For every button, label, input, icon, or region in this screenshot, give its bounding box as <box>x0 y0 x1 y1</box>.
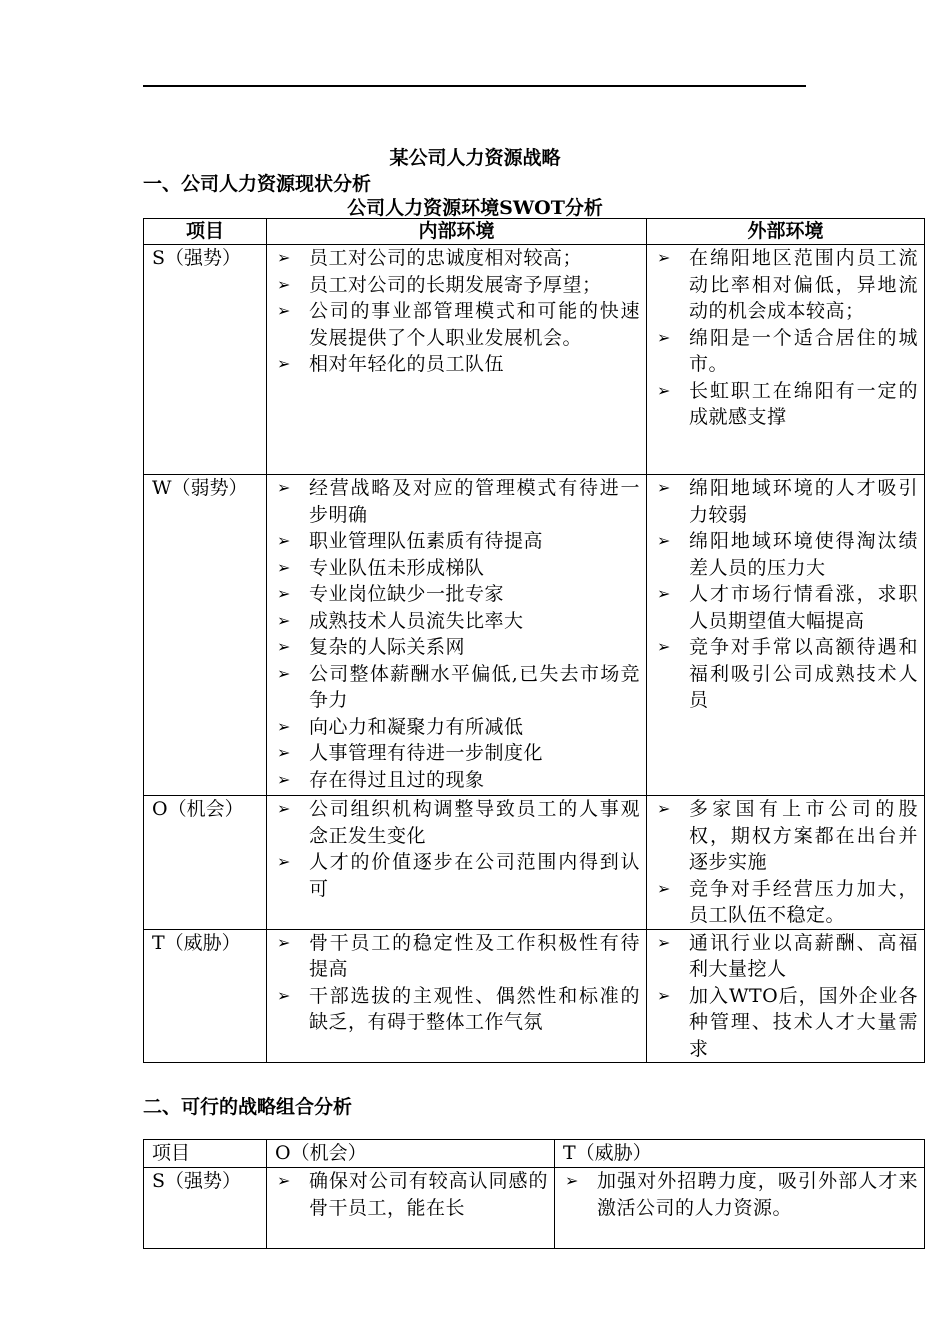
bullet-arrow-icon: ➢ <box>277 531 291 550</box>
list-item-text: 专业队伍未形成梯队 <box>309 556 485 579</box>
list-item-text: 专业岗位缺少一批专家 <box>309 583 505 605</box>
bullet-arrow-icon: ➢ <box>657 478 671 497</box>
bullet-arrow-icon: ➢ <box>657 327 671 347</box>
list-item <box>271 272 640 299</box>
list-item <box>559 1168 918 1220</box>
list-item <box>651 325 918 378</box>
list-item-text: 在绵阳地区范围内员工流动比率相对偏低，异地流动的机会成本较高； <box>689 247 918 322</box>
bullet-arrow-icon: ➢ <box>657 932 671 952</box>
list-item <box>271 983 640 1036</box>
list-item <box>271 245 640 272</box>
list-item <box>651 245 918 325</box>
list-item <box>651 796 918 876</box>
swot-header-item: 项目 <box>144 219 267 245</box>
list-item <box>651 983 918 1063</box>
section-heading-2: 二、可行的战略组合分析 <box>143 1096 353 1118</box>
internal-list <box>271 930 640 1036</box>
list-item <box>651 634 918 714</box>
bullet-arrow-icon: ➢ <box>657 985 671 1005</box>
external-list <box>651 930 918 1063</box>
bullet-arrow-icon: ➢ <box>277 852 291 871</box>
list-item <box>271 475 640 528</box>
list-item <box>651 528 918 581</box>
list-item-text: 通讯行业以高薪酬、高福利大量挖人 <box>689 931 918 980</box>
bullet-arrow-icon: ➢ <box>277 557 291 577</box>
list-item-text: 绵阳地域环境使得淘汰绩差人员的压力大 <box>689 530 918 579</box>
external-list <box>651 245 918 431</box>
bullet-arrow-icon: ➢ <box>657 584 671 603</box>
list-item-text: 绵阳是一个适合居住的城市。 <box>689 326 918 375</box>
swot-row-strengths <box>144 245 925 475</box>
list-item <box>651 378 918 431</box>
list-item-text: 成熟技术人员流失比率大 <box>309 609 524 632</box>
list-item <box>271 528 640 555</box>
document-title: 某公司人力资源战略 <box>389 147 561 169</box>
bullet-arrow-icon: ➢ <box>277 985 291 1005</box>
list-item <box>651 581 918 634</box>
bullet-arrow-icon: ➢ <box>277 354 291 373</box>
list-item-text: 相对年轻化的员工队伍 <box>309 353 505 375</box>
list-item-text: 员工对公司的长期发展寄予厚望； <box>309 273 602 296</box>
internal-list <box>271 796 640 902</box>
combo-row-strengths <box>144 1168 925 1249</box>
bullet-arrow-icon: ➢ <box>657 878 671 898</box>
threat-list <box>559 1168 918 1220</box>
list-item-text: 加入WTO后，国外企业各种管理、技术人才大量需求 <box>689 984 918 1060</box>
list-item <box>271 555 640 582</box>
bullet-arrow-icon: ➢ <box>277 799 291 818</box>
bullet-arrow-icon: ➢ <box>657 248 671 267</box>
bullet-arrow-icon: ➢ <box>277 932 291 952</box>
list-item-text: 多家国有上市公司的股权，期权方案都在出台并逐步实施 <box>689 798 918 873</box>
swot-row-threats <box>144 929 925 1063</box>
list-item-text: 公司组织机构调整导致员工的人事观念正发生变化 <box>309 798 640 847</box>
bullet-arrow-icon: ➢ <box>277 478 291 497</box>
list-item <box>271 634 640 661</box>
swot-header-external: 外部环境 <box>647 219 925 245</box>
bullet-arrow-icon: ➢ <box>657 799 671 818</box>
list-item <box>651 930 918 983</box>
header-rule <box>143 85 806 87</box>
combo-header-opportunity: O（机会） <box>267 1140 555 1168</box>
list-item-text: 干部选拔的主观性、偶然性和标准的缺乏，有碍于整体工作气氛 <box>309 984 640 1033</box>
list-item-text: 公司整体薪酬水平偏低,已失去市场竞争力 <box>309 662 640 711</box>
swot-table <box>143 218 925 1063</box>
list-item-text: 人事管理有待进一步制度化 <box>309 742 544 764</box>
bullet-arrow-icon: ➢ <box>277 248 291 267</box>
row-label: S（强势） <box>144 245 267 475</box>
list-item-text: 员工对公司的忠诚度相对较高； <box>309 247 583 269</box>
list-item-text: 竞争对手常以高额待遇和福利吸引公司成熟技术人员 <box>689 636 918 711</box>
list-item <box>271 796 640 849</box>
list-item <box>271 849 640 902</box>
opportunity-list <box>271 1168 548 1220</box>
bullet-arrow-icon: ➢ <box>277 637 291 656</box>
external-list <box>651 796 918 929</box>
list-item-text: 长虹职工在绵阳有一定的成就感支撑 <box>689 379 918 428</box>
list-item-text: 经营战略及对应的管理模式有待进一步明确 <box>309 477 640 526</box>
bullet-arrow-icon: ➢ <box>277 743 291 762</box>
list-item <box>271 581 640 608</box>
list-item <box>651 475 918 528</box>
list-item-text: 存在得过且过的现象 <box>309 768 485 791</box>
bullet-arrow-icon: ➢ <box>277 584 291 603</box>
row-label: O（机会） <box>144 796 267 930</box>
external-list <box>651 475 918 714</box>
bullet-arrow-icon: ➢ <box>277 274 291 294</box>
list-item <box>651 876 918 929</box>
bullet-arrow-icon: ➢ <box>277 769 291 789</box>
swot-row-weaknesses <box>144 475 925 796</box>
list-item <box>271 351 640 378</box>
swot-header-row <box>144 219 925 245</box>
swot-table-caption: 公司人力资源环境SWOT分析 <box>347 197 603 219</box>
strategy-combo-table <box>143 1139 925 1249</box>
internal-list <box>271 245 640 378</box>
list-item <box>271 740 640 767</box>
bullet-arrow-icon: ➢ <box>657 531 671 550</box>
list-item-text: 骨干员工的稳定性及工作积极性有待提高 <box>309 931 640 980</box>
list-item <box>271 298 640 351</box>
row-label: S（强势） <box>144 1168 267 1249</box>
row-label: W（弱势） <box>144 475 267 796</box>
internal-list <box>271 475 640 793</box>
section-heading-1: 一、公司人力资源现状分析 <box>143 173 372 195</box>
list-item-text: 公司的事业部管理模式和可能的快速发展提供了个人职业发展机会。 <box>309 300 640 349</box>
list-item <box>271 608 640 635</box>
list-item-text: 人才的价值逐步在公司范围内得到认可 <box>309 851 640 900</box>
list-item <box>271 714 640 741</box>
bullet-arrow-icon: ➢ <box>277 301 291 320</box>
combo-header-row <box>144 1140 925 1168</box>
list-item-text: 复杂的人际关系网 <box>309 636 466 658</box>
bullet-arrow-icon: ➢ <box>657 380 671 400</box>
combo-header-threat: T（威胁） <box>555 1140 925 1168</box>
list-item-text: 确保对公司有较高认同感的骨干员工，能在长 <box>309 1170 548 1219</box>
list-item-text: 职业管理队伍素质有待提高 <box>309 530 544 552</box>
list-item <box>271 1168 548 1220</box>
list-item-text: 向心力和凝聚力有所减低 <box>309 715 524 738</box>
swot-header-internal: 内部环境 <box>267 219 647 245</box>
bullet-arrow-icon: ➢ <box>277 1171 291 1190</box>
list-item-text: 人才市场行情看涨，求职人员期望值大幅提高 <box>689 583 918 632</box>
bullet-arrow-icon: ➢ <box>565 1171 579 1190</box>
row-label: T（威胁） <box>144 929 267 1063</box>
list-item-text: 竞争对手经营压力加大，员工队伍不稳定。 <box>689 877 918 926</box>
list-item-text: 加强对外招聘力度，吸引外部人才来激活公司的人力资源。 <box>597 1170 918 1219</box>
combo-header-item: 项目 <box>144 1140 267 1168</box>
bullet-arrow-icon: ➢ <box>277 663 291 683</box>
list-item <box>271 767 640 794</box>
bullet-arrow-icon: ➢ <box>277 716 291 736</box>
bullet-arrow-icon: ➢ <box>657 637 671 656</box>
swot-row-opportunities <box>144 796 925 930</box>
list-item <box>271 661 640 714</box>
bullet-arrow-icon: ➢ <box>277 610 291 630</box>
list-item-text: 绵阳地域环境的人才吸引力较弱 <box>689 477 918 526</box>
list-item <box>271 930 640 983</box>
